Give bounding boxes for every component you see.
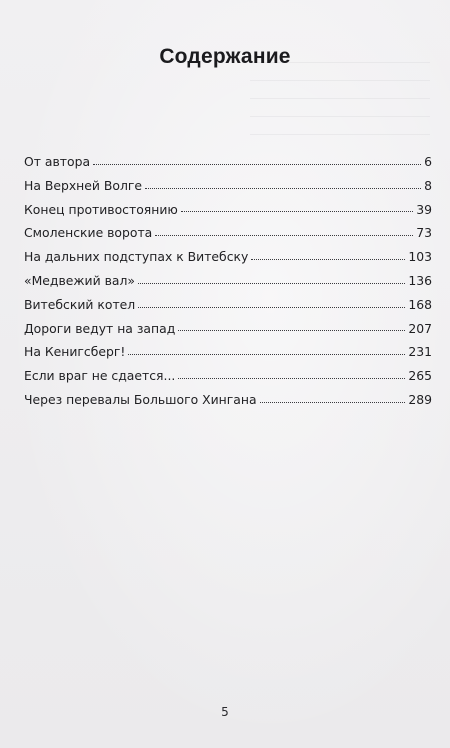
toc-entry-page: 136 [408, 272, 432, 288]
toc-entry-title: На Верхней Волге [24, 177, 143, 193]
dot-leader [178, 378, 405, 379]
toc-entry-title: Конец противостоянию [24, 201, 178, 217]
dot-leader [260, 402, 406, 403]
dot-leader [145, 188, 421, 189]
toc-entry-page: 6 [424, 154, 432, 169]
table-of-contents [24, 150, 432, 412]
toc-entry [24, 340, 432, 364]
toc-entry-title: На Кенигсберг! [24, 344, 126, 360]
toc-entry [24, 198, 432, 222]
toc-entry [24, 221, 432, 245]
dot-leader [155, 235, 413, 236]
dot-leader [128, 354, 405, 355]
toc-entry [24, 269, 432, 293]
toc-entry-title: Если враг не сдается... [24, 368, 176, 384]
toc-entry-title: Витебский котел [24, 296, 136, 312]
toc-entry [24, 317, 432, 341]
page-number: 5 [221, 705, 229, 719]
toc-entry-title: Дороги ведут на запад [24, 320, 176, 336]
toc-entry-page: 39 [416, 201, 432, 217]
dot-leader [138, 307, 405, 308]
toc-entry-title: От автора [24, 154, 91, 169]
toc-entry-title: Через перевалы Большого Хингана [24, 391, 257, 407]
toc-entry-title: Смоленские ворота [24, 225, 153, 241]
dot-leader [93, 164, 421, 165]
dot-leader [178, 330, 405, 331]
toc-heading: Содержание [159, 45, 291, 68]
toc-entry-page: 103 [408, 249, 432, 265]
dot-leader [138, 283, 405, 284]
toc-entry-page: 207 [408, 320, 432, 336]
dot-leader [181, 211, 413, 212]
toc-entry-page: 289 [408, 391, 432, 407]
toc-entry-page: 265 [408, 368, 432, 384]
toc-entry [24, 364, 432, 388]
toc-entry-title: На дальних подступах к Витебску [24, 249, 249, 265]
dot-leader [251, 259, 405, 260]
toc-entry-page: 73 [416, 225, 432, 241]
toc-entry [24, 174, 432, 198]
toc-entry-title: «Медвежий вал» [24, 272, 135, 288]
toc-entry [24, 388, 432, 412]
toc-entry [24, 150, 432, 174]
toc-entry [24, 293, 432, 317]
toc-entry-page: 168 [408, 296, 432, 312]
toc-entry-page: 8 [424, 177, 432, 193]
toc-entry [24, 245, 432, 269]
toc-entry-page: 231 [408, 344, 432, 360]
